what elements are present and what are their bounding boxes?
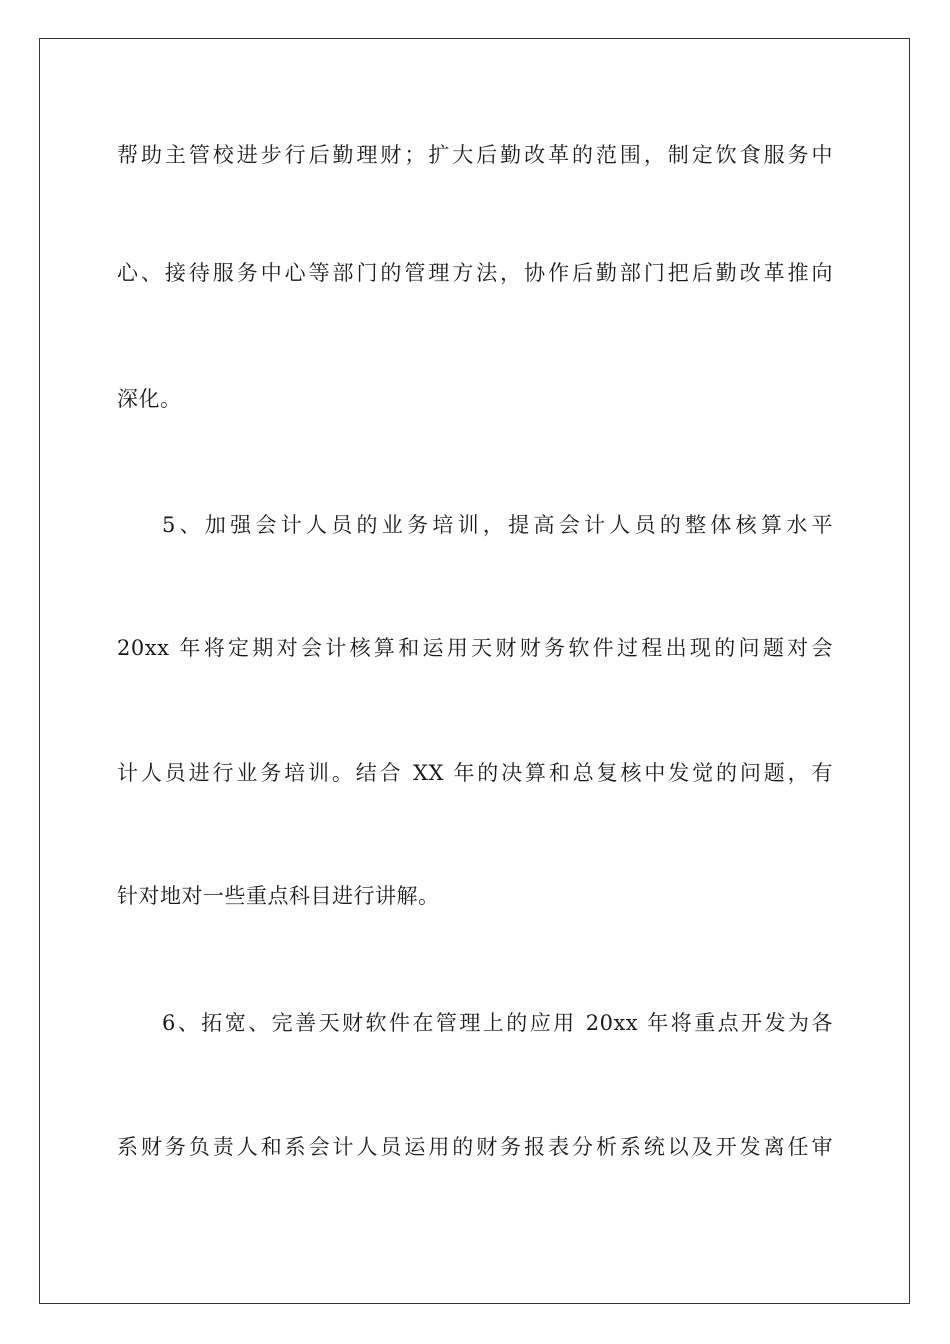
body-text-line-3: 深化。 <box>117 387 182 411</box>
body-text-line-7: 针对地对一些重点科目进行讲解。 <box>117 884 440 908</box>
body-text-line-5: 20xx 年将定期对会计核算和运用天财财务软件过程出现的问题对会 <box>117 636 833 660</box>
page-border <box>39 38 910 1304</box>
body-text-line-9: 系财务负责人和系会计人员运用的财务报表分析系统以及开发离任审 <box>117 1135 833 1159</box>
section-5-heading-line: 5、加强会计人员的业务培训，提高会计人员的整体核算水平 <box>162 513 833 537</box>
body-text-line-1: 帮助主管校进步行后勤理财；扩大后勤改革的范围，制定饮食服务中 <box>117 143 833 167</box>
body-text-line-2: 心、接待服务中心等部门的管理方法，协作后勤部门把后勤改革推向 <box>117 261 833 285</box>
body-text-line-6: 计人员进行业务培训。结合 XX 年的决算和总复核中发觉的问题，有 <box>117 761 833 785</box>
section-6-heading-line: 6、拓宽、完善天财软件在管理上的应用 20xx 年将重点开发为各 <box>162 1011 833 1035</box>
